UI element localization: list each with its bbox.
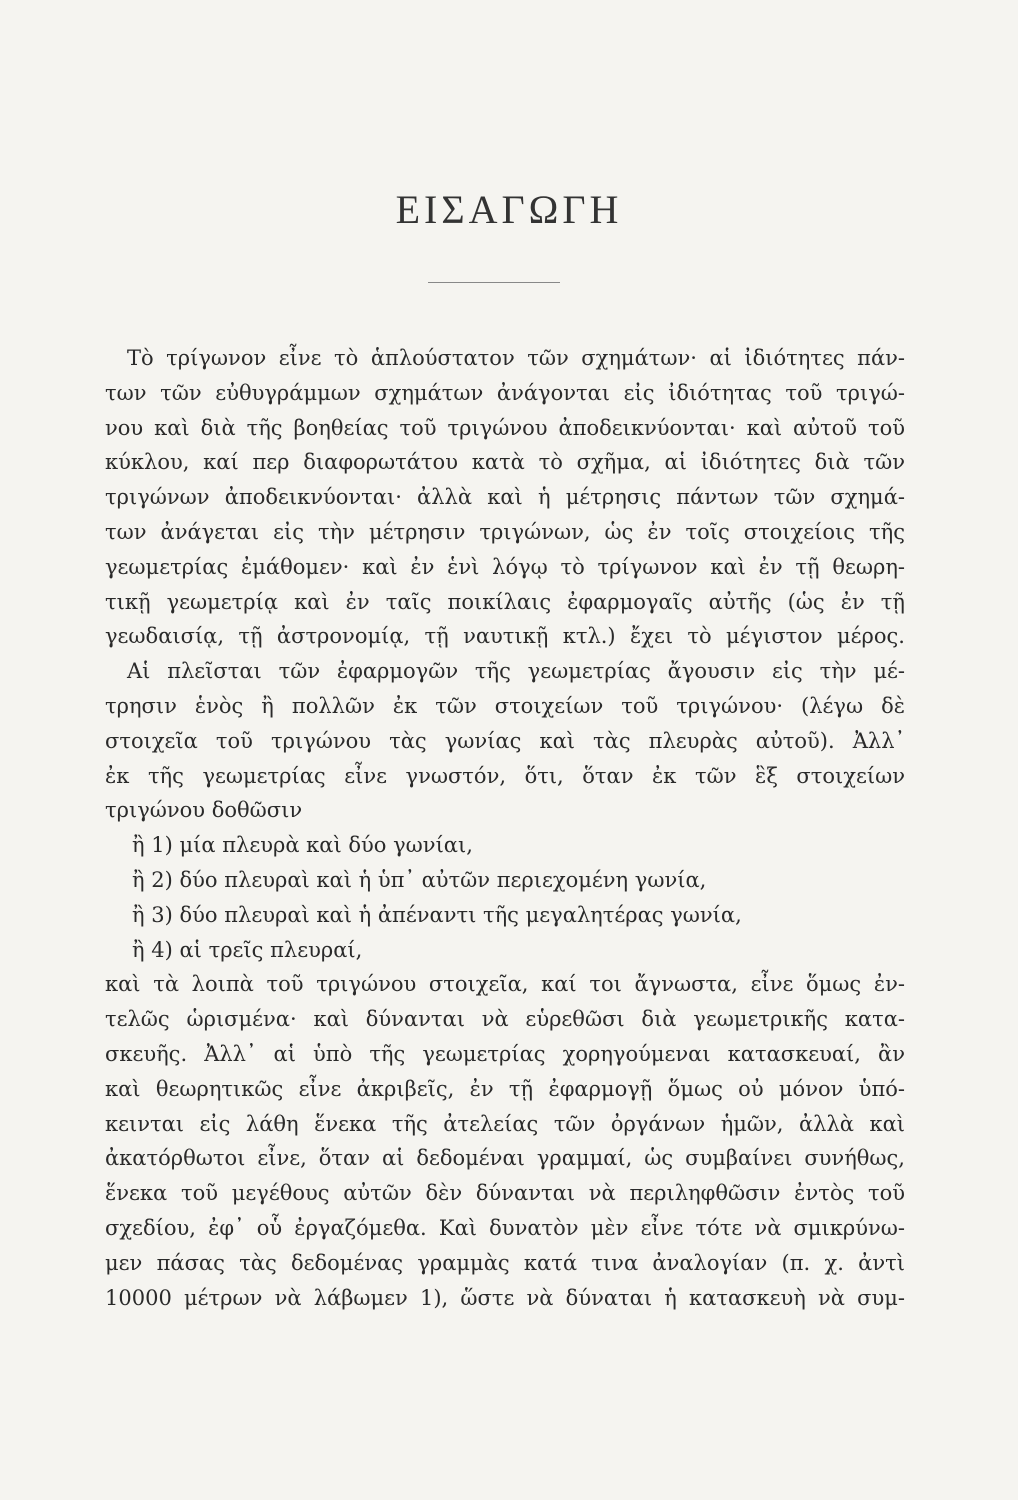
text-line: κεινται εἰς λάθη ἕνεκα τῆς ἀτελείας τῶν ὀργάνων ἡμῶν, ἀλλὰ καὶ xyxy=(105,1111,905,1136)
text-line: γεωμετρίας ἐμάθομεν· καὶ ἐν ἑνὶ λόγῳ τὸ τρίγωνον καὶ ἐν τῇ θεωρη- xyxy=(105,554,905,579)
title-divider xyxy=(428,282,560,283)
text-line: τρησιν ἑνὸς ἢ πολλῶν ἐκ τῶν στοιχείων τοῦ τριγώνου· (λέγω δὲ xyxy=(105,693,905,718)
list-item: ἢ 3) δύο πλευραὶ καὶ ἡ ἀπέναντι τῆς μεγαλητέρας γωνία, xyxy=(132,902,742,927)
text-line: των τῶν εὐθυγράμμων σχημάτων ἀνάγονται εἰς ἰδιότητας τοῦ τριγώ- xyxy=(105,380,905,405)
text-line: τελῶς ὡρισμένα· καὶ δύνανται νὰ εὑρεθῶσι διὰ γεωμετρικῆς κατα- xyxy=(105,1007,905,1032)
text-line: στοιχεῖα τοῦ τριγώνου τὰς γωνίας καὶ τὰς πλευρὰς αὐτοῦ). Ἀλλ᾽ xyxy=(105,728,905,753)
list-item: ἢ 2) δύο πλευραὶ καὶ ἡ ὑπ᾽ αὐτῶν περιεχομένη γωνία, xyxy=(132,867,707,892)
text-line: των ἀνάγεται εἰς τὴν μέτρησιν τριγώνων, ὡς ἐν τοῖς στοιχείοις τῆς xyxy=(105,519,905,544)
text-line: τριγώνων ἀποδεικνύονται· ἀλλὰ καὶ ἡ μέτρησις πάντων τῶν σχημά- xyxy=(105,485,905,510)
text-line: μεν πάσας τὰς δεδομένας γραμμὰς κατά τινα ἀναλογίαν (π. χ. ἀντὶ xyxy=(105,1250,905,1275)
text-line: κύκλου, καί περ διαφορωτάτου κατὰ τὸ σχῆμα, αἱ ἰδιότητες διὰ τῶν xyxy=(105,450,905,475)
text-line: τριγώνου δοθῶσιν xyxy=(105,798,303,823)
page-title: ΕΙΣΑΓΩΓΗ xyxy=(395,187,623,232)
text-line: τικῇ γεωμετρίᾳ καὶ ἐν ταῖς ποικίλαις ἐφαρμογαῖς αὐτῆς (ὡς ἐν τῇ xyxy=(105,589,905,614)
text-line: νου καὶ διὰ τῆς βοηθείας τοῦ τριγώνου ἀποδεικνύονται· καὶ αὐτοῦ τοῦ xyxy=(105,415,905,440)
text-line: καὶ θεωρητικῶς εἶνε ἀκριβεῖς, ἐν τῇ ἐφαρμογῇ ὅμως οὐ μόνον ὑπό- xyxy=(105,1076,905,1101)
text-line: 10000 μέτρων νὰ λάβωμεν 1), ὥστε νὰ δύναται ἡ κατασκευὴ νὰ συμ- xyxy=(105,1285,905,1310)
text-line: Τὸ τρίγωνον εἶνε τὸ ἁπλούστατον τῶν σχημάτων· αἱ ἰδιότητες πάν- xyxy=(127,346,905,370)
text-line: γεωδαισίᾳ, τῇ ἀστρονομίᾳ, τῇ ναυτικῇ κτλ.) ἔχει τὸ μέγιστον μέρος. xyxy=(105,624,905,649)
text-line: σχεδίου, ἐφ᾽ οὗ ἐργαζόμεθα. Καὶ δυνατὸν μὲν εἶνε τότε νὰ σμικρύνω- xyxy=(105,1215,905,1240)
text-line: ἕνεκα τοῦ μεγέθους αὐτῶν δὲν δύνανται νὰ περιληφθῶσιν ἐντὸς τοῦ xyxy=(105,1181,905,1206)
text-line: σκευῆς. Ἀλλ᾽ αἱ ὑπὸ τῆς γεωμετρίας χορηγούμεναι κατασκευαί, ἂν xyxy=(105,1041,905,1066)
text-line: ἀκατόρθωτοι εἶνε, ὅταν αἱ δεδομέναι γραμμαί, ὡς συμβαίνει συνήθως, xyxy=(105,1146,905,1171)
text-line: καὶ τὰ λοιπὰ τοῦ τριγώνου στοιχεῖα, καί τοι ἄγνωστα, εἶνε ὅμως ἐν- xyxy=(105,972,905,997)
text-line: Αἱ πλεῖσται τῶν ἐφαρμογῶν τῆς γεωμετρίας ἄγουσιν εἰς τὴν μέ- xyxy=(127,659,905,684)
text-line: ἐκ τῆς γεωμετρίας εἶνε γνωστόν, ὅτι, ὅταν ἐκ τῶν ἓξ στοιχείων xyxy=(105,763,905,788)
body-text xyxy=(105,341,905,1315)
list-item: ἢ 4) αἱ τρεῖς πλευραί, xyxy=(132,937,363,962)
list-item: ἢ 1) μία πλευρὰ καὶ δύο γωνίαι, xyxy=(132,833,473,858)
